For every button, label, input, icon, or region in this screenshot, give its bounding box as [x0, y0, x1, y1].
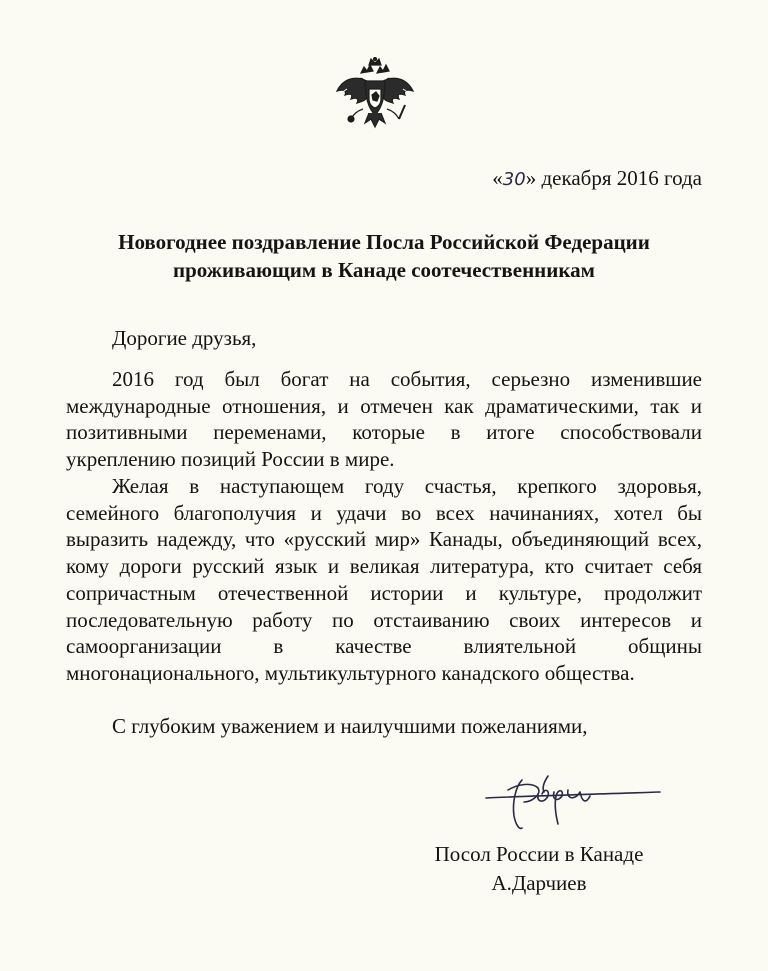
date-quote-open: «	[492, 166, 503, 190]
paragraph-1: 2016 год был богат на события, серьезно изменившие международные отношения, и отмечен как драматическими, так и позитивными переменами, которые в итоге способствовали укреплению позиций России в мире.	[66, 367, 702, 472]
date-quote-close: »	[525, 166, 537, 190]
coat-of-arms-icon	[333, 57, 417, 135]
sender-block	[400, 840, 678, 898]
title-line-2: проживающим в Канаде соотечественникам	[173, 258, 595, 282]
letter-title	[66, 228, 702, 284]
sender-name: А.Дарчиев	[491, 871, 587, 895]
letter-date	[492, 166, 702, 191]
date-day-handwritten: 30	[502, 169, 526, 190]
date-rest: декабря 2016 года	[536, 166, 702, 190]
signature-image	[484, 772, 662, 834]
closing-line: С глубоким уважением и наилучшими пожеланиями,	[112, 714, 588, 738]
sender-position: Посол России в Канаде	[434, 842, 644, 866]
greeting: Дорогие друзья,	[112, 326, 257, 350]
title-line-1: Новогоднее поздравление Посла Российской Федерации	[118, 230, 650, 254]
paragraph-2: Желая в наступающем году счастья, крепкого здоровья, семейного благополучия и удачи во всех начинаниях, хотел бы выразить надежду, что «русский мир» Канады, объединяющий всех, кому дороги русский язык и великая литература, кто считает себя сопричастным отечественной истории и культуре, продолжит последовательную работу по отстаиванию своих интересов и самоорганизации в качестве влиятельной общины многонационального, мультикультурного канадского общества.	[66, 474, 702, 685]
